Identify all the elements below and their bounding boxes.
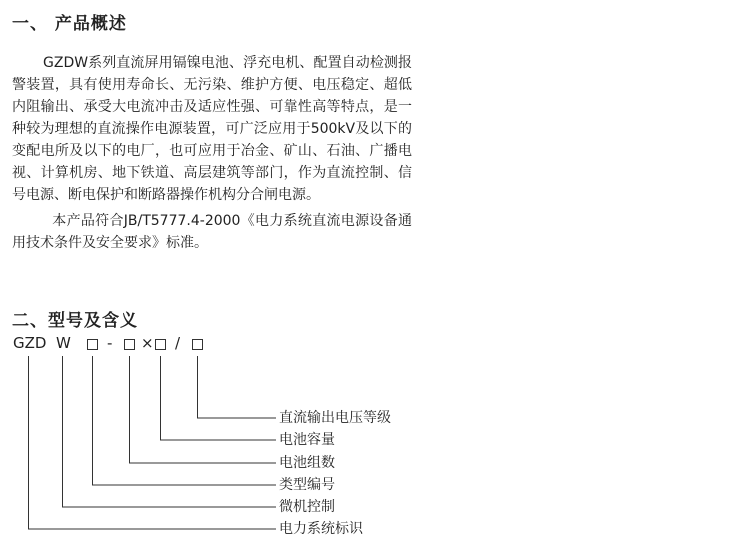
section-heading-overview: 一、 产品概述 <box>12 14 127 34</box>
connector-microcomputer <box>63 356 277 507</box>
connector-voltage <box>198 356 277 418</box>
model-times: × <box>141 334 154 352</box>
model-dash: - <box>107 334 113 352</box>
connector-capacity <box>161 356 277 440</box>
overview-paragraph-text: GZDW系列直流屏用镉镍电池、浮充电机、配置自动检测报警装置，具有使用寿命长、无污染、维护方便、电压稳定、超低内阻输出、承受大电流冲击及适应性强、可靠性高等特点，是一种较为理想的直流操作电源装置，可广泛应用于500kV及以下的变配电所及以下的电厂，也可应用于冶金、矿山、石油、广播电视、计算机房、地下铁道、高层建筑等部门，作为直流控制、信号电源、断电保护和断路器操作机构分合闸电源。 <box>12 55 412 203</box>
model-prefix: GZD <box>13 334 47 352</box>
legend-capacity: 电池容量 <box>279 432 335 448</box>
legend-microcomputer: 微机控制 <box>279 499 335 515</box>
connector-groups <box>130 356 277 463</box>
connector-type <box>93 356 277 485</box>
section-heading-model: 二、型号及含义 <box>12 311 138 331</box>
model-slash: / <box>175 334 181 352</box>
connector-system-id <box>29 356 277 529</box>
legend-type: 类型编号 <box>279 477 335 493</box>
legend-groups: 电池组数 <box>279 455 335 471</box>
standard-paragraph-text: 本产品符合JB/T5777.4-2000《电力系统直流电源设备通用技术条件及安全要求》标准。 <box>12 213 412 251</box>
model-w: W <box>56 334 71 352</box>
legend-voltage: 直流输出电压等级 <box>279 410 391 426</box>
legend-system-id: 电力系统标识 <box>279 521 363 537</box>
